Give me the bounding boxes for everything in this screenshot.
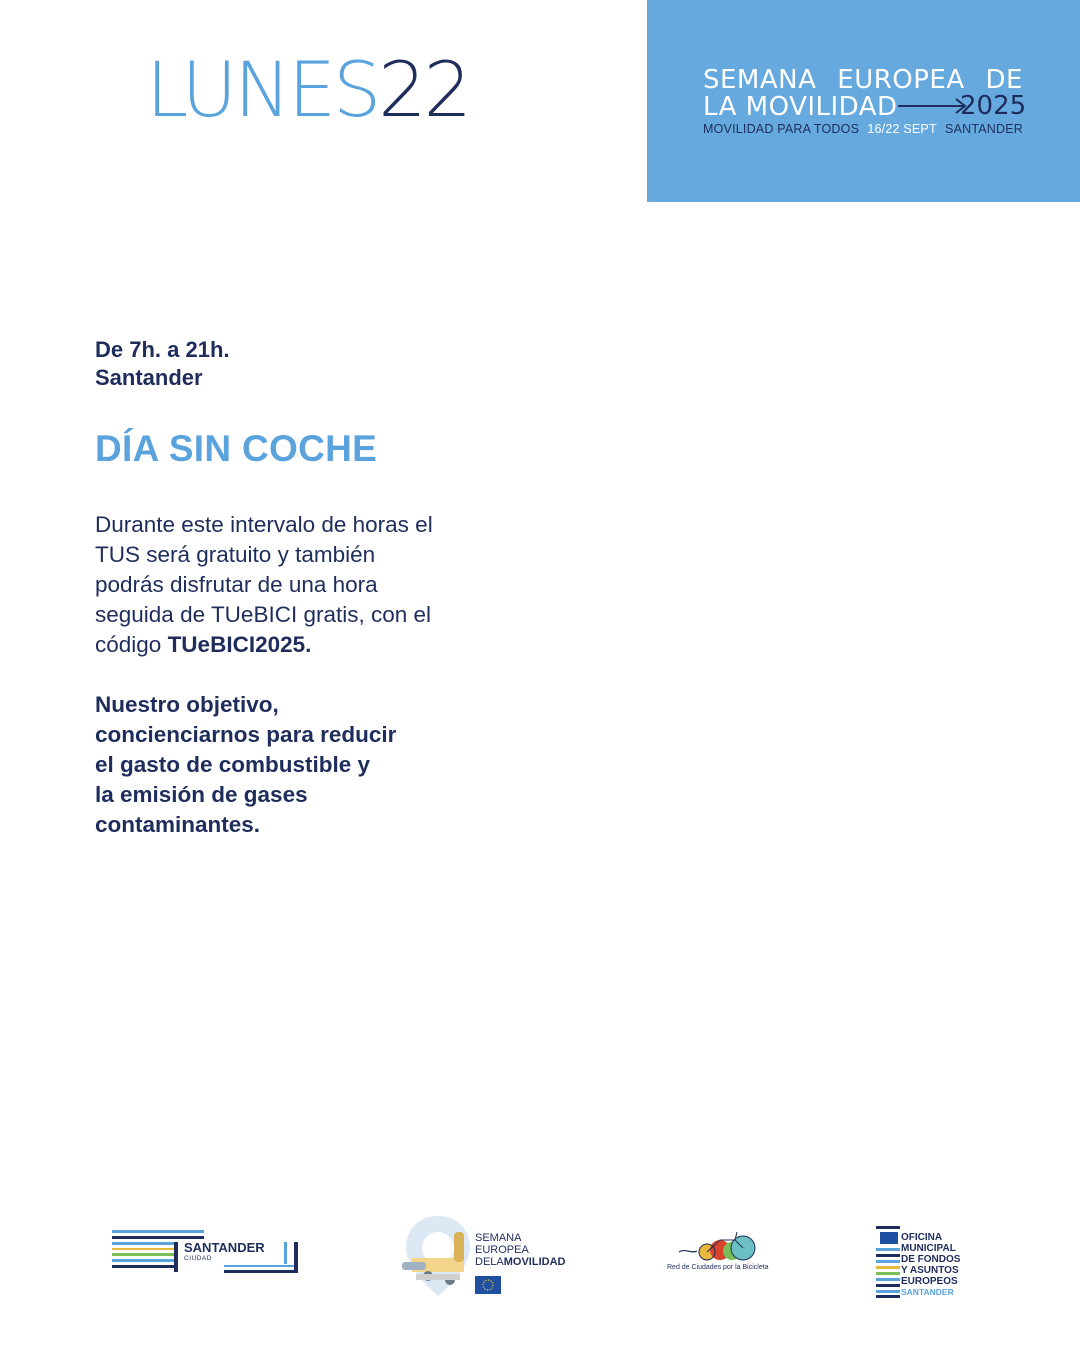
oficina-line: OFICINA [901, 1232, 943, 1243]
description-line: seguida de TUeBICI gratis, con el [95, 602, 432, 627]
bicycle-wheels-icon [665, 1226, 775, 1262]
event-info [95, 336, 230, 392]
oficina-text [901, 1232, 960, 1298]
objective-line: el gasto de combustible y [95, 752, 371, 777]
objective-line: Nuestro objetivo, [95, 692, 279, 717]
santander-ciudad-logo [112, 1228, 300, 1274]
banner-line-2: LA MOVILIDAD [703, 92, 898, 122]
eu-flag-icon [475, 1276, 501, 1294]
event-objective [95, 690, 396, 840]
red-label: Red de Ciudades por la Bicicleta [667, 1264, 769, 1271]
event-place: Santander [95, 365, 203, 390]
banner-tagline-row [703, 122, 1023, 136]
banner-dates: 16/22 SEPT [867, 122, 937, 136]
banner-year: 2025 [960, 91, 1027, 121]
mobility-pin-icon [398, 1214, 478, 1298]
banner-tagline: MOVILIDAD PARA TODOS [703, 122, 860, 136]
objective-line: contaminantes. [95, 812, 261, 837]
description-line: podrás disfrutar de una hora [95, 572, 378, 597]
discount-code: TUeBICI2025. [167, 632, 312, 657]
description-line: TUS será gratuito y también [95, 542, 376, 567]
santander-name: SANTANDER [184, 1240, 265, 1255]
semana-line-3a: DELA [475, 1256, 504, 1268]
description-last-prefix: código [95, 632, 168, 657]
semana-line-2: EUROPEA [475, 1244, 529, 1256]
description-line: Durante este intervalo de horas el [95, 512, 433, 537]
day-number: 22 [378, 45, 470, 134]
event-time: De 7h. a 21h. [95, 337, 230, 362]
banner-word-europea: EUROPEA [837, 65, 965, 95]
oficina-line: DE FONDOS [901, 1254, 961, 1265]
oficina-line: MUNICIPAL [901, 1243, 956, 1254]
semana-line-1: SEMANA [475, 1232, 522, 1244]
event-description [95, 510, 515, 660]
event-title: DÍA SIN COCHE [95, 428, 378, 469]
oficina-line: EUROPEOS [901, 1276, 958, 1287]
oficina-line: Y ASUNTOS [901, 1265, 959, 1276]
semana-line-3b: MOVILIDAD [503, 1256, 566, 1268]
objective-line: la emisión de gases [95, 782, 308, 807]
objective-line: concienciarnos para reducir [95, 722, 397, 747]
banner-city: SANTANDER [945, 122, 1023, 136]
santander-sub: CIUDAD [184, 1255, 212, 1262]
description-line [95, 630, 515, 660]
oficina-city: SANTANDER [901, 1287, 954, 1297]
oficina-fondos-europeos-logo [876, 1226, 976, 1298]
banner-word-semana: SEMANA [703, 65, 817, 95]
banner-word-de: DE [985, 65, 1023, 95]
semana-line-3 [475, 1256, 565, 1268]
semana-europea-movilidad-logo [398, 1214, 578, 1298]
event-banner [647, 0, 1080, 202]
day-title [146, 45, 470, 134]
day-word: LUNES [146, 45, 379, 134]
red-ciudades-bicicleta-logo [665, 1226, 775, 1274]
oficina-stripes-icon [876, 1226, 902, 1298]
banner-line-1 [703, 67, 1023, 93]
